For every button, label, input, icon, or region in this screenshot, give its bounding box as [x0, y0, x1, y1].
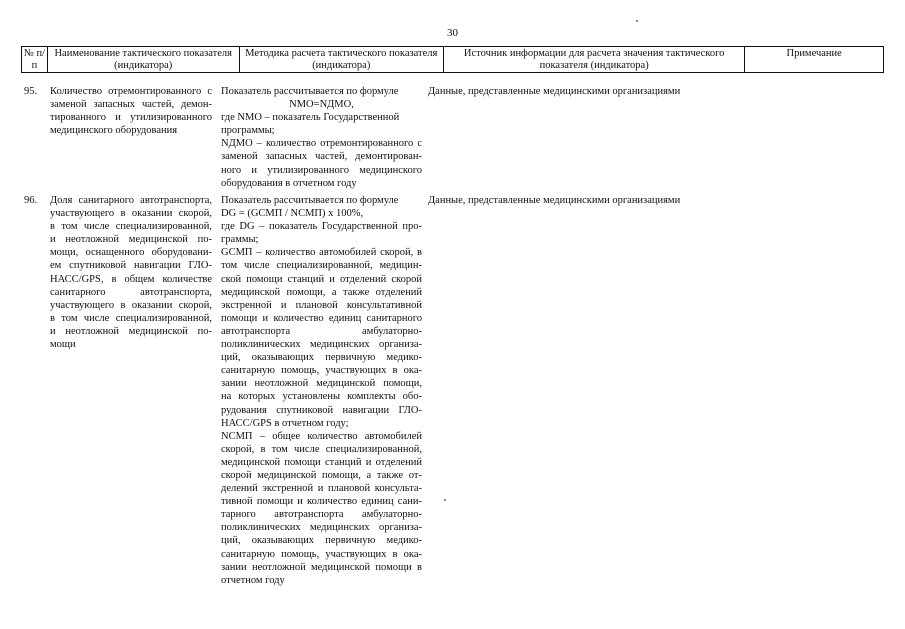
text-line: граммы; [221, 234, 259, 246]
text-line: в том числе специализированной, [50, 312, 212, 324]
text-line: тарного автотранспорта амбулаторно- [221, 509, 422, 521]
text-line: отчетном году [221, 574, 285, 586]
text-line: ем спутниковой навигации ГЛО- [50, 260, 212, 272]
text-line: участвующего в оказании скорой, [50, 208, 212, 220]
header-calculation-method: Методика расчета тактического показателя (индикатора) [240, 47, 445, 72]
text-line: рудования спутниковой навигации ГЛО- [221, 404, 422, 416]
text-line: в том числе специализированной, [50, 221, 212, 233]
text-line: Показатель рассчитывается по формуле [221, 86, 399, 97]
scan-speck [636, 20, 638, 22]
text-line: где NМО – показатель Государственной [221, 112, 400, 124]
indicator-name [50, 85, 212, 137]
text-line: где DG – показатель Государственной про- [221, 221, 422, 233]
text-line: заменой запасных частей, демон- [50, 99, 212, 111]
indicator-name [50, 194, 212, 351]
text-line: поликлинических медицинских организа- [221, 522, 422, 534]
text-line: экстренной и плановой консультативной [221, 299, 422, 311]
text-line: ций, оказывающих первичную медико- [221, 535, 422, 547]
row-number: 96. [24, 195, 38, 206]
header-number: № п/п [22, 47, 48, 72]
text-line: НАСС/GPS в отчетном году; [221, 417, 349, 429]
text-line: ской помощи станций и отделений скорой [221, 273, 422, 285]
table-header [21, 46, 884, 73]
text-line: программы; [221, 125, 275, 137]
calculation-method [221, 85, 422, 190]
text-line: тированного и утилизированного [50, 112, 212, 124]
scan-speck [444, 499, 446, 501]
text-line: автотранспорта амбулаторно- [221, 325, 422, 337]
text-line: заменой запасных частей, демонтирован- [221, 151, 422, 163]
text-line: ций, оказывающих первичную медико- [221, 352, 422, 364]
text-line: поликлинических медицинских организа- [221, 339, 422, 351]
text-line: ного и утилизированного медицинского [221, 164, 422, 176]
text-line: тивной помощи и количество единиц сани- [221, 496, 422, 508]
text-line: санитарную помощь, участвующих в ока- [221, 548, 422, 560]
formula: DG = (GСМП / NСМП) x 100%, [221, 208, 364, 220]
text-line: NСМП – общее количество автомобилей [221, 430, 422, 442]
information-source: Данные, представленные медицинскими организациями [428, 86, 681, 97]
text-line: том числе специализированной, медицин- [221, 260, 422, 272]
text-line: NДМО – количество отремонтированного с [221, 138, 422, 150]
header-information-source: Источник информации для расчета значения тактического показателя (индикатора) [444, 47, 745, 72]
text-line: НАСС/GPS, в общем количестве [50, 273, 212, 285]
text-line: скорой медицинской помощи, а также от- [221, 469, 422, 481]
text-line: медицинской помощи станций и отделений [221, 456, 422, 468]
text-line: Количество отремонтированного с [50, 86, 212, 97]
text-line: мощи [50, 339, 76, 351]
text-line: на которых установлены комплекты обо- [221, 391, 422, 403]
text-line: Доля санитарного автотранспорта, [50, 195, 212, 206]
text-line: помощи и количество единиц санитарного [221, 312, 422, 324]
text-line: Показатель рассчитывается по формуле [221, 195, 399, 206]
information-source: Данные, представленные медицинскими организациями [428, 195, 681, 206]
formula: NМО=NДМО, [289, 99, 354, 111]
text-line: санитарного автотранспорта, [50, 286, 212, 298]
text-line: делений экстренной и плановой консульта- [221, 483, 422, 495]
text-line: оборудования в отчетном году [221, 177, 357, 189]
header-note: Примечание [786, 48, 842, 59]
text-line: скорой, в том числе специализированной, [221, 443, 422, 455]
text-line: медицинской помощи, а также отделений [221, 286, 422, 298]
text-line: GСМП – количество автомобилей скорой, в [221, 247, 422, 259]
text-line: санитарную помощь, участвующих в ока- [221, 365, 422, 377]
text-line: и неотложной медицинской по- [50, 325, 212, 337]
page-number: 30 [447, 27, 458, 39]
text-line: зании неотложной медицинской помощи, [221, 378, 422, 390]
row-number: 95. [24, 86, 38, 97]
text-line: мощи, оснащенного оборудовани- [50, 247, 212, 259]
text-line: и неотложной медицинской по- [50, 234, 212, 246]
text-line: участвующего в оказании скорой, [50, 299, 212, 311]
calculation-method [221, 194, 422, 587]
header-indicator-name: Наименование тактического показателя (индикатора) [48, 47, 240, 72]
text-line: медицинского оборудования [50, 125, 178, 137]
text-line: зании неотложной медицинской помощи в [221, 561, 422, 573]
